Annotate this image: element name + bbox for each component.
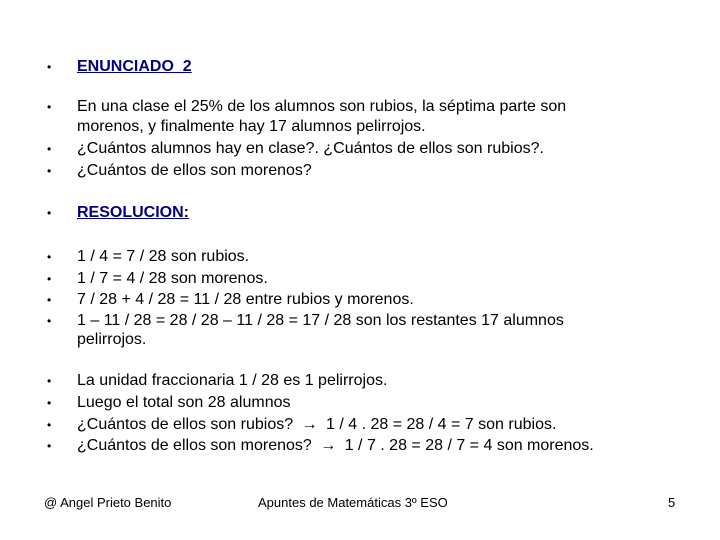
conclusion-line: La unidad fraccionaria 1 / 28 es 1 pelirrojos. (77, 372, 388, 389)
bullet: • (47, 206, 52, 220)
bullet: • (47, 142, 52, 156)
answer-rubios: 1 / 4 . 28 = 28 / 4 = 7 son rubios. (326, 416, 557, 433)
heading-resolucion: RESOLUCION: (77, 204, 189, 221)
problem-line: ¿Cuántos alumnos hay en clase?. ¿Cuántos de ellos son rubios?. (77, 140, 544, 157)
bullet: • (47, 60, 52, 74)
bullet: • (47, 314, 52, 328)
conclusion-line (77, 415, 677, 435)
bullet: • (47, 272, 52, 286)
problem-line: ¿Cuántos de ellos son morenos? (77, 162, 312, 179)
answer-morenos: 1 / 7 . 28 = 28 / 7 = 4 son morenos. (344, 437, 594, 454)
resolution-line: 1 / 7 = 4 / 28 son morenos. (77, 270, 268, 287)
resolution-line: 7 / 28 + 4 / 28 = 11 / 28 entre rubios y morenos. (77, 291, 414, 308)
problem-line: En una clase el 25% de los alumnos son rubios, la séptima parte son (77, 98, 567, 115)
bullet: • (47, 374, 52, 388)
conclusion-line: Luego el total son 28 alumnos (77, 394, 291, 411)
resolution-line: pelirrojos. (77, 331, 147, 348)
footer-author: @ Angel Prieto Benito (44, 495, 172, 510)
conclusion-line (77, 436, 677, 456)
resolution-line: 1 – 11 / 28 = 28 / 28 – 11 / 28 = 17 / 28 son los restantes 17 alumnos (77, 312, 564, 329)
arrow-right-icon: → (301, 416, 318, 433)
bullet: • (47, 439, 52, 453)
bullet: • (47, 418, 52, 432)
arrow-right-icon: → (320, 437, 337, 454)
bullet: • (47, 164, 52, 178)
resolution-line: 1 / 4 = 7 / 28 son rubios. (77, 248, 250, 265)
page-number: 5 (668, 495, 676, 510)
question-morenos: ¿Cuántos de ellos son morenos? (77, 437, 312, 454)
heading-enunciado: ENUNCIADO_2 (77, 58, 192, 75)
bullet: • (47, 396, 52, 410)
bullet: • (47, 293, 52, 307)
bullet: • (47, 100, 52, 114)
question-rubios: ¿Cuántos de ellos son rubios? (77, 416, 294, 433)
footer-course: Apuntes de Matemáticas 3º ESO (258, 495, 448, 510)
bullet: • (47, 250, 52, 264)
problem-line: morenos, y finalmente hay 17 alumnos pelirrojos. (77, 118, 426, 135)
